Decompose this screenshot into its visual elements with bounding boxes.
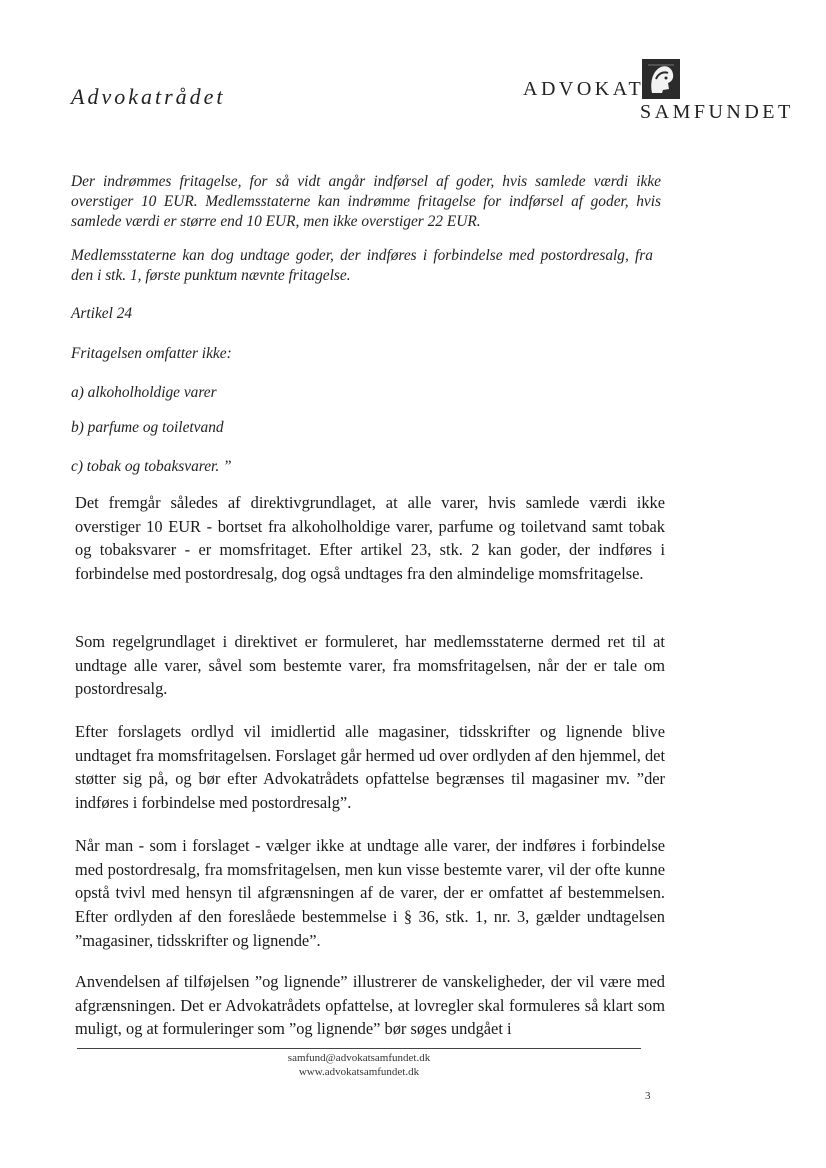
quote-list-item: c) tobak og tobaksvarer. ” [71, 458, 232, 475]
quote-article-heading: Artikel 24 [71, 305, 133, 322]
page-number: 3 [645, 1090, 651, 1102]
helmet-head-icon [642, 59, 680, 99]
logo-text-advokat: ADVOKAT [523, 78, 645, 100]
logo-text-samfundet: SAMFUNDET [640, 101, 794, 123]
quote-list-item: b) parfume og toiletvand [71, 419, 224, 436]
body-paragraph-2: Som regelgrundlaget i direktivet er formuleret, har medlemsstaterne dermed ret til at undtage alle varer, såvel som bestemte varer, fra momsfritagelsen, når der er tale om postordresalg. [75, 632, 665, 699]
quote-paragraph-1: Der indrømmes fritagelse, for så vidt angår indførsel af goder, hvis samlede værdi ikke overstiger 10 EUR. Medlemsstaterne kan indrømme fritagelse for indførsel af goder, hvis samlede værdi er større end 10 EUR, men ikke overstiger 22 EUR. [71, 173, 661, 230]
quote-paragraph-2: Medlemsstaterne kan dog undtage goder, der indføres i forbindelse med postordresalg, fra den i stk. 1, første punktum nævnte fritagelse. [71, 247, 653, 284]
quote-list-intro: Fritagelsen omfatter ikke: [71, 345, 232, 362]
body-paragraph-4: Når man - som i forslaget - vælger ikke at undtage alle varer, der indføres i forbindelse med postordresalg, fra momsfritagelsen, men kun visse bestemte varer, vil der ofte kunne opstå tvivl med hensyn til afgrænsningen af de varer, der er omfattet af bestemmelsen. Efter ordlyden af den foreslåede bestemmelse i § 36, stk. 1, nr. 3, gælder undtagelsen ”magasiner, tidsskrifter og lignende”. [75, 836, 665, 950]
footer-email: samfund@advokatsamfundet.dk [287, 1052, 431, 1064]
footer-divider [77, 1048, 641, 1049]
body-paragraph-3: Efter forslagets ordlyd vil imidlertid alle magasiner, tidsskrifter og lignende blive undtaget fra momsfritagelsen. Forslaget går hermed ud over ordlyden af den hjemmel, det støtter sig på, og bør efter Advokatrådets opfattelse begrænses til magasiner mv. ”der indføres i forbindelse med postordresalg”. [75, 722, 665, 813]
footer-website: www.advokatsamfundet.dk [298, 1066, 420, 1078]
body-paragraph-1: Det fremgår således af direktivgrundlaget, at alle varer, hvis samlede værdi ikke overstiger 10 EUR - bortset fra alkoholholdige varer, parfume og toiletvand samt tobak og tobaksvarer - er momsfritaget. Efter artikel 23, stk. 2 kan goder, der indføres i forbindelse med postordresalg, dog også undtages fra den almindelige momsfritagelse. [75, 493, 665, 584]
body-paragraph-5: Anvendelsen af tilføjelsen ”og lignende” illustrerer de vanskeligheder, der vil være med afgrænsningen. Det er Advokatrådets opfattelse, at lovregler skal formuleres så klart som muligt, og at formuleringer som ”og lignende” bør søges undgået i [75, 972, 665, 1039]
page-title: Advokatrådet [71, 84, 226, 109]
quote-list-item: a) alkoholholdige varer [71, 384, 217, 401]
